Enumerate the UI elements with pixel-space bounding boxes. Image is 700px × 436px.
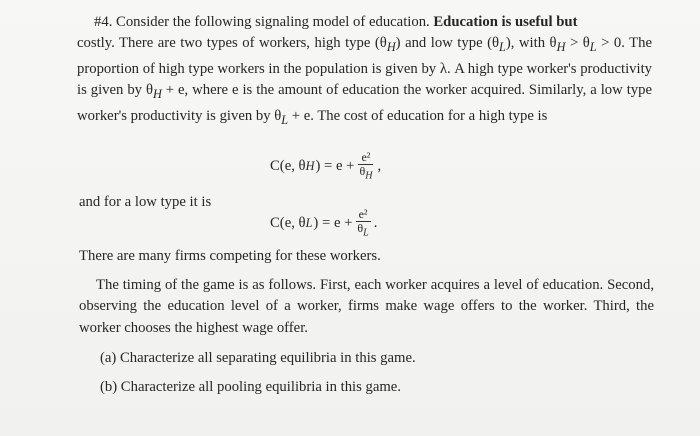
equation-low-type (270, 208, 377, 239)
fraction-numerator: e² (356, 208, 371, 222)
subscript-L: L (363, 227, 369, 239)
eq-lhs: C(e, θ (270, 158, 306, 175)
part-b: (b) Characterize all pooling equilibria in this game. (100, 379, 401, 395)
subscript-L: L (589, 40, 597, 55)
text-segment: costly. There are two types of workers, high type (θ (77, 35, 387, 52)
fraction-denominator (354, 222, 371, 239)
subscript-L: L (305, 216, 313, 231)
problem-intro (77, 12, 652, 33)
equation-high-type (270, 151, 381, 182)
text-segment: ) and low type (θ (395, 35, 500, 52)
subscript-H: H (365, 170, 373, 182)
theta: θ (359, 164, 366, 178)
text-segment: ), with θ (505, 35, 557, 52)
bold-emphasis: Education is useful but (433, 14, 578, 30)
problem-statement-start: #4. Consider the following signaling model of education. (94, 14, 430, 30)
subscript-H: H (153, 87, 162, 102)
proportion-text: The proportion of high type workers in the population is given by λ. A high type worker's productivity is given by θ (77, 35, 652, 99)
eq-punct: , (377, 158, 382, 175)
fraction (354, 208, 371, 239)
theta: θ (357, 221, 364, 235)
problem-paragraph (77, 12, 652, 131)
productivity-text: + e, where e is the amount of education the worker acquired. Similarly, a low type worker's productivity is given by θ (77, 82, 652, 124)
subscript-L: L (281, 112, 289, 127)
eq-punct: . (373, 215, 378, 232)
eq-lhs-end: ) = e + (313, 215, 353, 232)
subscript-H: H (386, 40, 396, 55)
cost-intro-text: + e. The cost of education for a high type is (288, 107, 548, 124)
low-type-intro: and for a low type it is (79, 194, 212, 210)
fraction (356, 151, 375, 182)
subscript-H: H (556, 40, 566, 55)
fraction-numerator: e² (358, 151, 373, 165)
text-segment: > θ (565, 35, 590, 52)
eq-lhs: C(e, θ (270, 215, 306, 232)
part-a: (a) Characterize all separating equilibria in this game. (100, 350, 416, 366)
text-segment: > 0. (596, 35, 625, 52)
subscript-L: L (499, 40, 506, 55)
worker-types-text (77, 35, 652, 127)
fraction-denominator (356, 165, 375, 182)
timing-paragraph: The timing of the game is as follows. First, each worker acquires a level of education. Second, observing the education level of a worker, firms make wage offers to the worker. Third, the worker chooses the highest wage offer. (79, 277, 654, 336)
firms-line: There are many firms competing for these workers. (79, 248, 381, 264)
subscript-H: H (305, 159, 315, 174)
eq-lhs-end: ) = e + (315, 158, 355, 175)
